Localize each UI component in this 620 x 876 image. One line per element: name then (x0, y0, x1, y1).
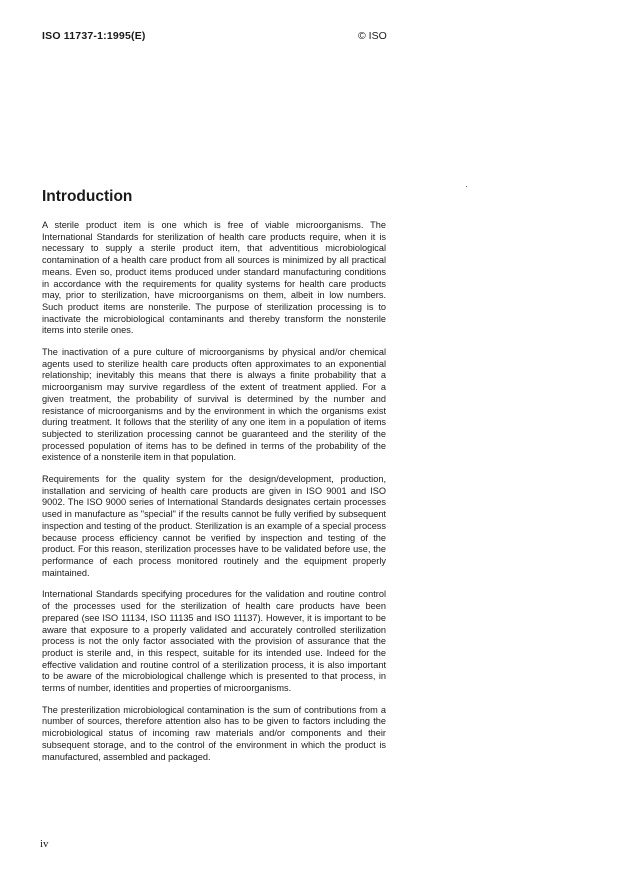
introduction-body (42, 220, 386, 773)
section-title: Introduction (42, 188, 133, 205)
paragraph-sterile-definition: A sterile product item is one which is free of viable microorganisms. The International Standards for sterilization of health care products require, when it is necessary to supply a sterile product item, that adventitious microbiological contamination of a health care product from all sources is minimized by all practical means. Even so, product items produced under standard manufacturing conditions in accordance with the requirements for quality systems for health care products may, prior to sterilization, have microorganisms on them, albeit in low numbers. Such product items are nonsterile. The purpose of sterilization processing is to inactivate the microbiological contaminants and thereby transform the nonsterile items into sterile ones. (42, 220, 386, 336)
paragraph-quality-system: Requirements for the quality system for the design/development, production, installation and servicing of health care products are given in ISO 9001 and ISO 9002. The ISO 9000 series of International Standards designates certain processes used in manufacture as "special" if the results cannot be fully verified by subsequent inspection and testing of the product. Sterilization is an example of a special process because process efficiency cannot be verified by inspection and testing of the product. For this reason, sterilization processes have to be validated before use, the performance of each process monitored routinely and the equipment properly maintained. (42, 474, 386, 578)
paragraph-presterilization: The presterilization microbiological contamination is the sum of contributions from a number of sources, therefore attention also has to be given to factors including the microbiological status of incoming raw materials and/or components and their subsequent storage, and to the control of the environment in which the product is manufactured, assembled and packaged. (42, 704, 386, 762)
standard-identifier: ISO 11737-1:1995(E) (42, 30, 146, 42)
paragraph-inactivation: The inactivation of a pure culture of microorganisms by physical and/or chemical agents used to sterilize health care products often approximates to an exponential relationship; inevitably this means that there is always a finite probability that a microorganism may survive regardless of the extent of treatment applied. For a given treatment, the probability of survival is determined by the number and resistance of microorganisms and by the environment in which the organisms exist during treatment. It follows that the sterility of any one item in a population of items subjected to sterilization processing cannot be guaranteed and the sterility of the processed population of items has to be defined in terms of the probability of the existence of a nonsterile item in that population. (42, 347, 386, 463)
scan-speck (466, 186, 467, 187)
page-number: iv (40, 838, 49, 850)
paragraph-validation-standards: International Standards specifying procedures for the validation and routine control of the processes used for the sterilization of health care products have been prepared (see ISO 11134, ISO 11135 and ISO 11137). However, it is important to be aware that exposure to a properly validated and accurately controlled sterilization process is not the only factor associated with the provision of assurance that the product is sterile and, in this respect, suitable for its intended use. Indeed for the effective validation and routine control of a sterilization process, it is also important to be aware of the microbiological challenge which is presented to that process, in terms of number, identities and properties of microorganisms. (42, 589, 386, 694)
copyright-notice: © ISO (358, 30, 387, 42)
